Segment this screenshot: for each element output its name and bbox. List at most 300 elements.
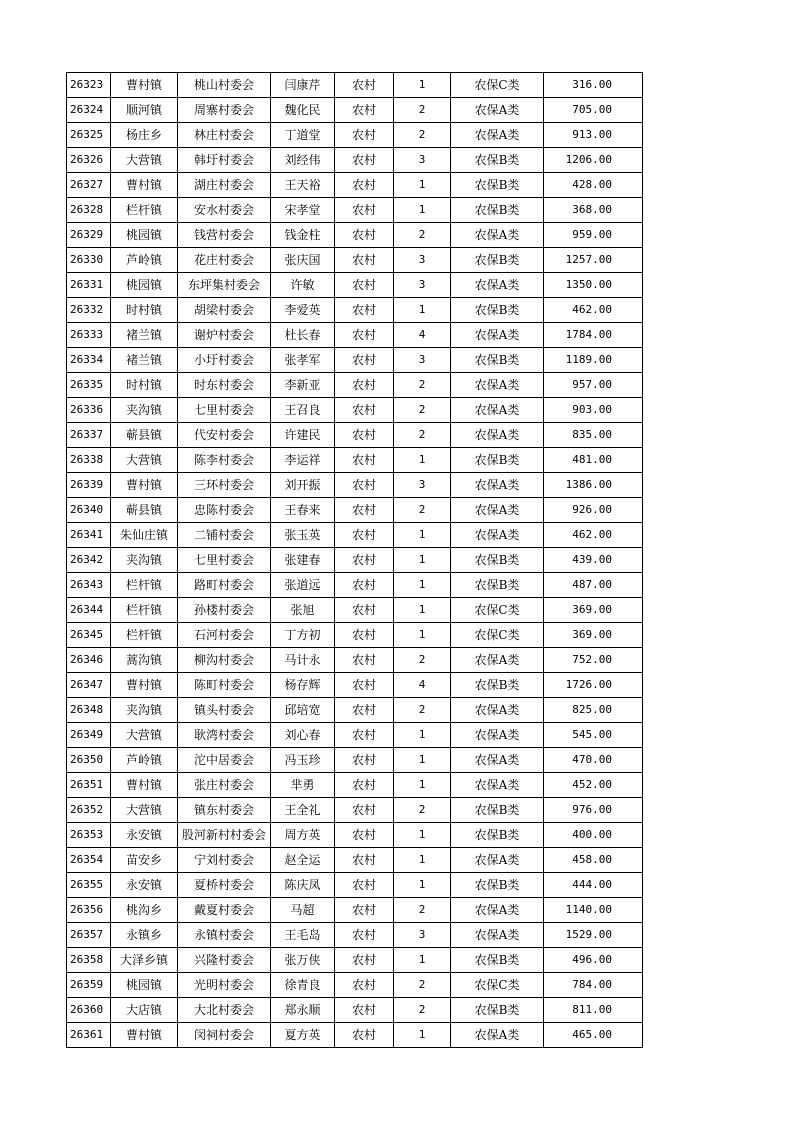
insurance-class-cell: 农保B类 bbox=[451, 573, 544, 598]
name-cell: 王全礼 bbox=[271, 798, 335, 823]
insurance-class-cell: 农保A类 bbox=[451, 723, 544, 748]
village-committee-cell: 陈町村委会 bbox=[178, 673, 271, 698]
area-type-cell: 农村 bbox=[335, 223, 394, 248]
insurance-class-cell: 农保B类 bbox=[451, 873, 544, 898]
record-id-cell: 26356 bbox=[67, 898, 111, 923]
area-type-cell: 农村 bbox=[335, 1023, 394, 1048]
record-id-cell: 26347 bbox=[67, 673, 111, 698]
record-id-cell: 26323 bbox=[67, 73, 111, 98]
area-type-cell: 农村 bbox=[335, 123, 394, 148]
record-id-cell: 26324 bbox=[67, 98, 111, 123]
village-committee-cell: 永镇村委会 bbox=[178, 923, 271, 948]
area-type-cell: 农村 bbox=[335, 998, 394, 1023]
record-id-cell: 26333 bbox=[67, 323, 111, 348]
count-cell: 2 bbox=[394, 648, 451, 673]
village-committee-cell: 胡梁村委会 bbox=[178, 298, 271, 323]
area-type-cell: 农村 bbox=[335, 323, 394, 348]
amount-cell: 1257.00 bbox=[544, 248, 643, 273]
insurance-class-cell: 农保A类 bbox=[451, 423, 544, 448]
record-id-cell: 26339 bbox=[67, 473, 111, 498]
amount-cell: 439.00 bbox=[544, 548, 643, 573]
record-id-cell: 26338 bbox=[67, 448, 111, 473]
table-row bbox=[67, 123, 643, 148]
village-committee-cell: 张庄村委会 bbox=[178, 773, 271, 798]
town-cell: 曹村镇 bbox=[111, 673, 178, 698]
amount-cell: 368.00 bbox=[544, 198, 643, 223]
area-type-cell: 农村 bbox=[335, 148, 394, 173]
town-cell: 曹村镇 bbox=[111, 773, 178, 798]
town-cell: 大营镇 bbox=[111, 148, 178, 173]
insurance-class-cell: 农保B类 bbox=[451, 448, 544, 473]
table-row bbox=[67, 248, 643, 273]
table-row bbox=[67, 173, 643, 198]
amount-cell: 705.00 bbox=[544, 98, 643, 123]
town-cell: 桃园镇 bbox=[111, 973, 178, 998]
table-row bbox=[67, 573, 643, 598]
amount-cell: 1206.00 bbox=[544, 148, 643, 173]
insurance-class-cell: 农保C类 bbox=[451, 973, 544, 998]
count-cell: 2 bbox=[394, 998, 451, 1023]
town-cell: 栏杆镇 bbox=[111, 198, 178, 223]
count-cell: 3 bbox=[394, 273, 451, 298]
area-type-cell: 农村 bbox=[335, 673, 394, 698]
table-row bbox=[67, 323, 643, 348]
table-row bbox=[67, 798, 643, 823]
insurance-class-cell: 农保C类 bbox=[451, 73, 544, 98]
table-row bbox=[67, 848, 643, 873]
table-row bbox=[67, 673, 643, 698]
name-cell: 刘开振 bbox=[271, 473, 335, 498]
name-cell: 丁道堂 bbox=[271, 123, 335, 148]
name-cell: 马计永 bbox=[271, 648, 335, 673]
name-cell: 钱金柱 bbox=[271, 223, 335, 248]
count-cell: 2 bbox=[394, 223, 451, 248]
town-cell: 顺河镇 bbox=[111, 98, 178, 123]
insurance-class-cell: 农保B类 bbox=[451, 348, 544, 373]
village-committee-cell: 耿湾村委会 bbox=[178, 723, 271, 748]
insurance-class-cell: 农保B类 bbox=[451, 248, 544, 273]
town-cell: 蕲县镇 bbox=[111, 498, 178, 523]
table-row bbox=[67, 98, 643, 123]
village-committee-cell: 股河新村村委会 bbox=[178, 823, 271, 848]
insurance-class-cell: 农保A类 bbox=[451, 398, 544, 423]
name-cell: 陈庆凤 bbox=[271, 873, 335, 898]
amount-cell: 835.00 bbox=[544, 423, 643, 448]
village-committee-cell: 夏桥村委会 bbox=[178, 873, 271, 898]
name-cell: 周方英 bbox=[271, 823, 335, 848]
insurance-class-cell: 农保A类 bbox=[451, 923, 544, 948]
village-committee-cell: 钱营村委会 bbox=[178, 223, 271, 248]
town-cell: 时村镇 bbox=[111, 373, 178, 398]
table-row bbox=[67, 1023, 643, 1048]
amount-cell: 487.00 bbox=[544, 573, 643, 598]
amount-cell: 1386.00 bbox=[544, 473, 643, 498]
amount-cell: 369.00 bbox=[544, 623, 643, 648]
village-committee-cell: 闵祠村委会 bbox=[178, 1023, 271, 1048]
name-cell: 丁方初 bbox=[271, 623, 335, 648]
village-committee-cell: 二铺村委会 bbox=[178, 523, 271, 548]
count-cell: 1 bbox=[394, 573, 451, 598]
name-cell: 夏方英 bbox=[271, 1023, 335, 1048]
record-id-cell: 26342 bbox=[67, 548, 111, 573]
town-cell: 栏杆镇 bbox=[111, 623, 178, 648]
village-committee-cell: 七里村委会 bbox=[178, 548, 271, 573]
amount-cell: 825.00 bbox=[544, 698, 643, 723]
name-cell: 许建民 bbox=[271, 423, 335, 448]
table-row bbox=[67, 823, 643, 848]
town-cell: 芦岭镇 bbox=[111, 748, 178, 773]
area-type-cell: 农村 bbox=[335, 823, 394, 848]
count-cell: 3 bbox=[394, 248, 451, 273]
town-cell: 夹沟镇 bbox=[111, 548, 178, 573]
amount-cell: 913.00 bbox=[544, 123, 643, 148]
amount-cell: 452.00 bbox=[544, 773, 643, 798]
name-cell: 刘心春 bbox=[271, 723, 335, 748]
count-cell: 1 bbox=[394, 73, 451, 98]
count-cell: 1 bbox=[394, 598, 451, 623]
area-type-cell: 农村 bbox=[335, 398, 394, 423]
amount-cell: 465.00 bbox=[544, 1023, 643, 1048]
table-row bbox=[67, 348, 643, 373]
insurance-class-cell: 农保A类 bbox=[451, 273, 544, 298]
record-id-cell: 26329 bbox=[67, 223, 111, 248]
insurance-class-cell: 农保A类 bbox=[451, 223, 544, 248]
count-cell: 2 bbox=[394, 373, 451, 398]
table-row bbox=[67, 998, 643, 1023]
table-row bbox=[67, 748, 643, 773]
count-cell: 3 bbox=[394, 348, 451, 373]
amount-cell: 903.00 bbox=[544, 398, 643, 423]
name-cell: 张孝军 bbox=[271, 348, 335, 373]
area-type-cell: 农村 bbox=[335, 898, 394, 923]
village-committee-cell: 花庄村委会 bbox=[178, 248, 271, 273]
amount-cell: 369.00 bbox=[544, 598, 643, 623]
record-id-cell: 26345 bbox=[67, 623, 111, 648]
amount-cell: 428.00 bbox=[544, 173, 643, 198]
area-type-cell: 农村 bbox=[335, 623, 394, 648]
town-cell: 曹村镇 bbox=[111, 173, 178, 198]
area-type-cell: 农村 bbox=[335, 973, 394, 998]
amount-cell: 1784.00 bbox=[544, 323, 643, 348]
count-cell: 1 bbox=[394, 623, 451, 648]
town-cell: 曹村镇 bbox=[111, 473, 178, 498]
amount-cell: 1350.00 bbox=[544, 273, 643, 298]
insurance-class-cell: 农保A类 bbox=[451, 498, 544, 523]
insurance-class-cell: 农保A类 bbox=[451, 373, 544, 398]
record-id-cell: 26361 bbox=[67, 1023, 111, 1048]
village-committee-cell: 小圩村委会 bbox=[178, 348, 271, 373]
record-id-cell: 26340 bbox=[67, 498, 111, 523]
count-cell: 2 bbox=[394, 123, 451, 148]
table-row bbox=[67, 298, 643, 323]
record-id-cell: 26326 bbox=[67, 148, 111, 173]
town-cell: 褚兰镇 bbox=[111, 323, 178, 348]
amount-cell: 545.00 bbox=[544, 723, 643, 748]
area-type-cell: 农村 bbox=[335, 873, 394, 898]
table-row bbox=[67, 973, 643, 998]
village-committee-cell: 代安村委会 bbox=[178, 423, 271, 448]
amount-cell: 458.00 bbox=[544, 848, 643, 873]
area-type-cell: 农村 bbox=[335, 598, 394, 623]
table-row bbox=[67, 373, 643, 398]
insurance-class-cell: 农保B类 bbox=[451, 198, 544, 223]
town-cell: 曹村镇 bbox=[111, 73, 178, 98]
amount-cell: 926.00 bbox=[544, 498, 643, 523]
amount-cell: 957.00 bbox=[544, 373, 643, 398]
area-type-cell: 农村 bbox=[335, 498, 394, 523]
table-row bbox=[67, 398, 643, 423]
name-cell: 张建春 bbox=[271, 548, 335, 573]
record-id-cell: 26334 bbox=[67, 348, 111, 373]
record-id-cell: 26332 bbox=[67, 298, 111, 323]
record-id-cell: 26330 bbox=[67, 248, 111, 273]
area-type-cell: 农村 bbox=[335, 773, 394, 798]
record-id-cell: 26328 bbox=[67, 198, 111, 223]
village-committee-cell: 宁刘村委会 bbox=[178, 848, 271, 873]
count-cell: 1 bbox=[394, 848, 451, 873]
amount-cell: 1140.00 bbox=[544, 898, 643, 923]
insurance-class-cell: 农保A类 bbox=[451, 848, 544, 873]
record-id-cell: 26331 bbox=[67, 273, 111, 298]
name-cell: 杨存辉 bbox=[271, 673, 335, 698]
town-cell: 桃园镇 bbox=[111, 223, 178, 248]
table-row bbox=[67, 498, 643, 523]
area-type-cell: 农村 bbox=[335, 798, 394, 823]
count-cell: 2 bbox=[394, 398, 451, 423]
table-row bbox=[67, 423, 643, 448]
name-cell: 冯玉珍 bbox=[271, 748, 335, 773]
count-cell: 3 bbox=[394, 923, 451, 948]
town-cell: 大营镇 bbox=[111, 723, 178, 748]
count-cell: 4 bbox=[394, 673, 451, 698]
town-cell: 夹沟镇 bbox=[111, 398, 178, 423]
town-cell: 桃沟乡 bbox=[111, 898, 178, 923]
name-cell: 魏化民 bbox=[271, 98, 335, 123]
town-cell: 蒿沟镇 bbox=[111, 648, 178, 673]
area-type-cell: 农村 bbox=[335, 423, 394, 448]
record-id-cell: 26357 bbox=[67, 923, 111, 948]
area-type-cell: 农村 bbox=[335, 948, 394, 973]
village-committee-cell: 湖庄村委会 bbox=[178, 173, 271, 198]
record-id-cell: 26341 bbox=[67, 523, 111, 548]
town-cell: 蕲县镇 bbox=[111, 423, 178, 448]
table-row bbox=[67, 198, 643, 223]
table-row bbox=[67, 648, 643, 673]
name-cell: 张旭 bbox=[271, 598, 335, 623]
insurance-class-cell: 农保A类 bbox=[451, 123, 544, 148]
insurance-class-cell: 农保A类 bbox=[451, 648, 544, 673]
name-cell: 郑永顺 bbox=[271, 998, 335, 1023]
village-committee-cell: 戴夏村委会 bbox=[178, 898, 271, 923]
count-cell: 2 bbox=[394, 98, 451, 123]
insurance-class-cell: 农保A类 bbox=[451, 1023, 544, 1048]
count-cell: 1 bbox=[394, 873, 451, 898]
village-committee-cell: 孙楼村委会 bbox=[178, 598, 271, 623]
town-cell: 夹沟镇 bbox=[111, 698, 178, 723]
records-table bbox=[66, 72, 643, 1048]
count-cell: 1 bbox=[394, 773, 451, 798]
amount-cell: 959.00 bbox=[544, 223, 643, 248]
area-type-cell: 农村 bbox=[335, 248, 394, 273]
table-row bbox=[67, 73, 643, 98]
name-cell: 王毛岛 bbox=[271, 923, 335, 948]
area-type-cell: 农村 bbox=[335, 98, 394, 123]
area-type-cell: 农村 bbox=[335, 198, 394, 223]
town-cell: 时村镇 bbox=[111, 298, 178, 323]
record-id-cell: 26349 bbox=[67, 723, 111, 748]
name-cell: 王春来 bbox=[271, 498, 335, 523]
count-cell: 1 bbox=[394, 298, 451, 323]
name-cell: 张道远 bbox=[271, 573, 335, 598]
count-cell: 2 bbox=[394, 898, 451, 923]
insurance-class-cell: 农保B类 bbox=[451, 948, 544, 973]
town-cell: 栏杆镇 bbox=[111, 598, 178, 623]
amount-cell: 481.00 bbox=[544, 448, 643, 473]
name-cell: 李新亚 bbox=[271, 373, 335, 398]
count-cell: 1 bbox=[394, 1023, 451, 1048]
area-type-cell: 农村 bbox=[335, 473, 394, 498]
area-type-cell: 农村 bbox=[335, 723, 394, 748]
village-committee-cell: 桃山村委会 bbox=[178, 73, 271, 98]
village-committee-cell: 路町村委会 bbox=[178, 573, 271, 598]
village-committee-cell: 东坪集村委会 bbox=[178, 273, 271, 298]
record-id-cell: 26352 bbox=[67, 798, 111, 823]
record-id-cell: 26359 bbox=[67, 973, 111, 998]
amount-cell: 462.00 bbox=[544, 523, 643, 548]
amount-cell: 811.00 bbox=[544, 998, 643, 1023]
name-cell: 刘经伟 bbox=[271, 148, 335, 173]
count-cell: 2 bbox=[394, 498, 451, 523]
count-cell: 2 bbox=[394, 698, 451, 723]
insurance-class-cell: 农保A类 bbox=[451, 748, 544, 773]
village-committee-cell: 七里村委会 bbox=[178, 398, 271, 423]
amount-cell: 462.00 bbox=[544, 298, 643, 323]
name-cell: 王召良 bbox=[271, 398, 335, 423]
table-row bbox=[67, 448, 643, 473]
count-cell: 4 bbox=[394, 323, 451, 348]
area-type-cell: 农村 bbox=[335, 648, 394, 673]
insurance-class-cell: 农保A类 bbox=[451, 898, 544, 923]
town-cell: 桃园镇 bbox=[111, 273, 178, 298]
table-row bbox=[67, 623, 643, 648]
area-type-cell: 农村 bbox=[335, 73, 394, 98]
count-cell: 1 bbox=[394, 823, 451, 848]
amount-cell: 784.00 bbox=[544, 973, 643, 998]
count-cell: 3 bbox=[394, 148, 451, 173]
area-type-cell: 农村 bbox=[335, 373, 394, 398]
town-cell: 杨庄乡 bbox=[111, 123, 178, 148]
count-cell: 1 bbox=[394, 723, 451, 748]
insurance-class-cell: 农保B类 bbox=[451, 998, 544, 1023]
insurance-class-cell: 农保B类 bbox=[451, 298, 544, 323]
insurance-class-cell: 农保B类 bbox=[451, 823, 544, 848]
area-type-cell: 农村 bbox=[335, 573, 394, 598]
area-type-cell: 农村 bbox=[335, 748, 394, 773]
area-type-cell: 农村 bbox=[335, 698, 394, 723]
insurance-class-cell: 农保B类 bbox=[451, 148, 544, 173]
area-type-cell: 农村 bbox=[335, 523, 394, 548]
area-type-cell: 农村 bbox=[335, 548, 394, 573]
village-committee-cell: 忠陈村委会 bbox=[178, 498, 271, 523]
village-committee-cell: 韩圩村委会 bbox=[178, 148, 271, 173]
table-row bbox=[67, 473, 643, 498]
count-cell: 2 bbox=[394, 798, 451, 823]
insurance-class-cell: 农保A类 bbox=[451, 98, 544, 123]
amount-cell: 752.00 bbox=[544, 648, 643, 673]
insurance-class-cell: 农保B类 bbox=[451, 798, 544, 823]
amount-cell: 1189.00 bbox=[544, 348, 643, 373]
name-cell: 王天裕 bbox=[271, 173, 335, 198]
table-body bbox=[67, 73, 643, 1048]
name-cell: 许敏 bbox=[271, 273, 335, 298]
count-cell: 1 bbox=[394, 748, 451, 773]
name-cell: 徐青良 bbox=[271, 973, 335, 998]
area-type-cell: 农村 bbox=[335, 273, 394, 298]
table-row bbox=[67, 598, 643, 623]
town-cell: 栏杆镇 bbox=[111, 573, 178, 598]
village-committee-cell: 时东村委会 bbox=[178, 373, 271, 398]
town-cell: 永安镇 bbox=[111, 823, 178, 848]
record-id-cell: 26337 bbox=[67, 423, 111, 448]
count-cell: 1 bbox=[394, 198, 451, 223]
amount-cell: 444.00 bbox=[544, 873, 643, 898]
village-committee-cell: 镇东村委会 bbox=[178, 798, 271, 823]
table-row bbox=[67, 148, 643, 173]
record-id-cell: 26355 bbox=[67, 873, 111, 898]
insurance-class-cell: 农保A类 bbox=[451, 698, 544, 723]
insurance-class-cell: 农保B类 bbox=[451, 548, 544, 573]
amount-cell: 1529.00 bbox=[544, 923, 643, 948]
table-row bbox=[67, 223, 643, 248]
record-id-cell: 26360 bbox=[67, 998, 111, 1023]
town-cell: 朱仙庄镇 bbox=[111, 523, 178, 548]
table-row bbox=[67, 948, 643, 973]
table-row bbox=[67, 698, 643, 723]
record-id-cell: 26336 bbox=[67, 398, 111, 423]
name-cell: 马超 bbox=[271, 898, 335, 923]
record-id-cell: 26353 bbox=[67, 823, 111, 848]
area-type-cell: 农村 bbox=[335, 173, 394, 198]
table-row bbox=[67, 273, 643, 298]
name-cell: 张庆国 bbox=[271, 248, 335, 273]
town-cell: 永安镇 bbox=[111, 873, 178, 898]
name-cell: 闫康芹 bbox=[271, 73, 335, 98]
name-cell: 邱培宽 bbox=[271, 698, 335, 723]
insurance-class-cell: 农保B类 bbox=[451, 673, 544, 698]
count-cell: 1 bbox=[394, 948, 451, 973]
count-cell: 1 bbox=[394, 448, 451, 473]
name-cell: 李爱英 bbox=[271, 298, 335, 323]
name-cell: 张玉英 bbox=[271, 523, 335, 548]
record-id-cell: 26351 bbox=[67, 773, 111, 798]
village-committee-cell: 谢炉村委会 bbox=[178, 323, 271, 348]
town-cell: 大营镇 bbox=[111, 448, 178, 473]
name-cell: 李运祥 bbox=[271, 448, 335, 473]
area-type-cell: 农村 bbox=[335, 848, 394, 873]
name-cell: 杜长春 bbox=[271, 323, 335, 348]
count-cell: 1 bbox=[394, 523, 451, 548]
village-committee-cell: 陈李村委会 bbox=[178, 448, 271, 473]
village-committee-cell: 兴隆村委会 bbox=[178, 948, 271, 973]
insurance-class-cell: 农保B类 bbox=[451, 173, 544, 198]
record-id-cell: 26346 bbox=[67, 648, 111, 673]
town-cell: 大营镇 bbox=[111, 798, 178, 823]
town-cell: 大泽乡镇 bbox=[111, 948, 178, 973]
village-committee-cell: 镇头村委会 bbox=[178, 698, 271, 723]
village-committee-cell: 沱中居委会 bbox=[178, 748, 271, 773]
village-committee-cell: 林庄村委会 bbox=[178, 123, 271, 148]
count-cell: 3 bbox=[394, 473, 451, 498]
